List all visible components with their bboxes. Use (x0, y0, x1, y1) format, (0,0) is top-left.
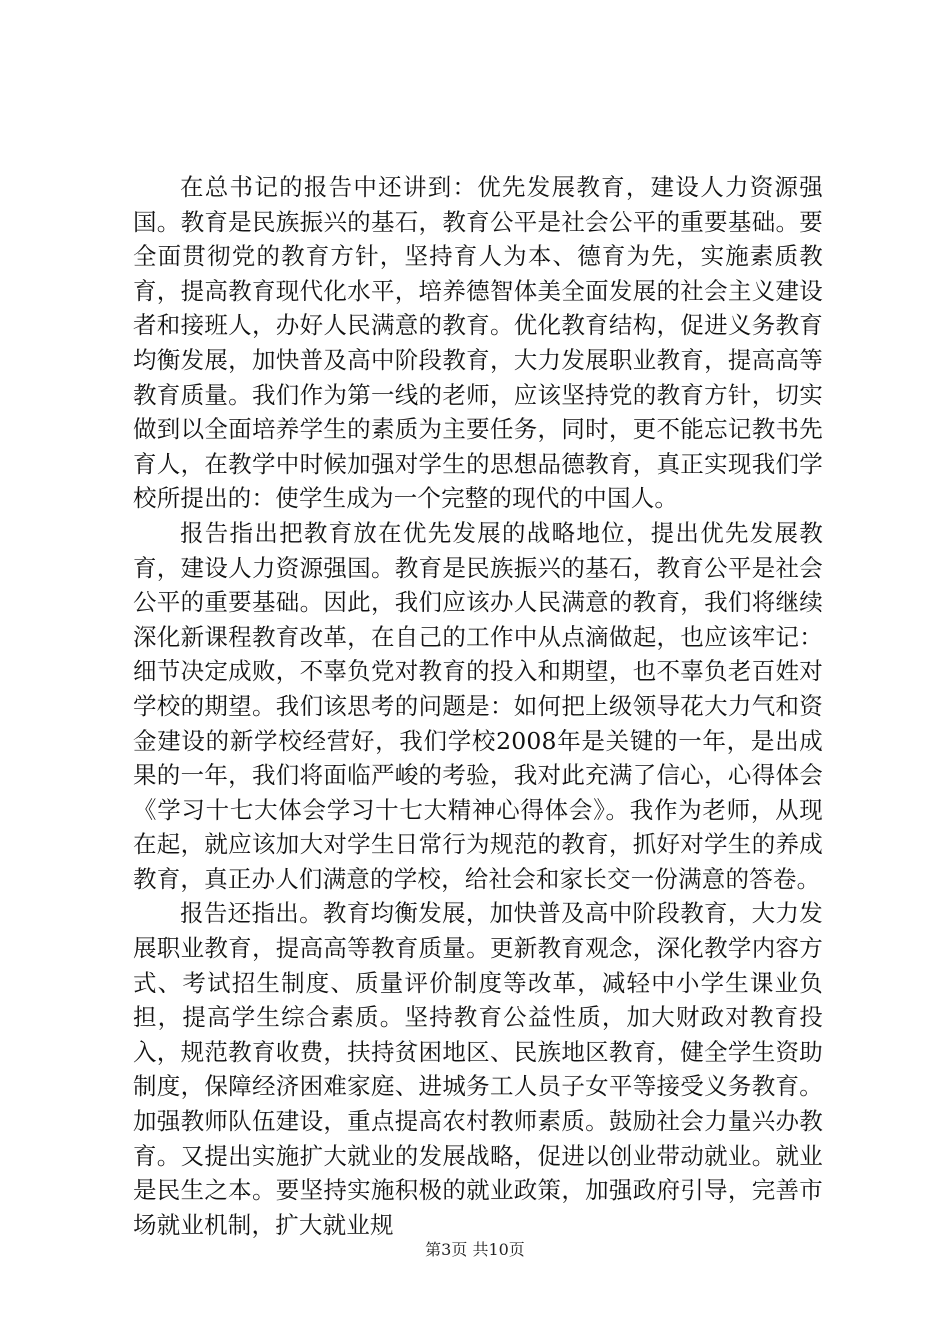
document-body (133, 170, 823, 1242)
paragraph-3: 报告还指出。教育均衡发展，加快普及高中阶段教育，大力发展职业教育，提高高等教育质量。更新教育观念，深化教学内容方式、考试招生制度、质量评价制度等改革，减轻中小学生课业负担，提高学生综合素质。坚持教育公益性质，加大财政对教育投入，规范教育收费，扶持贫困地区、民族地区教育，健全学生资助制度，保障经济困难家庭、进城务工人员子女平等接受义务教育。加强教师队伍建设，重点提高农村教师素质。鼓励社会力量兴办教育。又提出实施扩大就业的发展战略，促进以创业带动就业。就业是民生之本。要坚持实施积极的就业政策，加强政府引导，完善市场就业机制，扩大就业规 (133, 899, 823, 1239)
page-number-footer: 第3页 共10页 (425, 1240, 525, 1259)
paragraph-2: 报告指出把教育放在优先发展的战略地位，提出优先发展教育，建设人力资源强国。教育是民族振兴的基石，教育公平是社会公平的重要基础。因此，我们应该办人民满意的教育，我们将继续深化新课程教育改革，在自己的工作中从点滴做起，也应该牢记：细节决定成败，不辜负党对教育的投入和期望，也不辜负老百姓对学校的期望。我们该思考的问题是：如何把上级领导花大力气和资金建设的新学校经营好，我们学校2008年是关键的一年，是出成果的一年，我们将面临严峻的考验，我对此充满了信心，心得体会《学习十七大体会学习十七大精神心得体会》。我作为老师，从现在起，就应该加大对学生日常行为规范的教育，抓好对学生的养成教育，真正办人们满意的学校，给社会和家长交一份满意的答卷。 (133, 518, 823, 893)
paragraph-1: 在总书记的报告中还讲到：优先发展教育，建设人力资源强国。教育是民族振兴的基石，教育公平是社会公平的重要基础。要全面贯彻党的教育方针，坚持育人为本、德育为先，实施素质教育，提高教育现代化水平，培养德智体美全面发展的社会主义建设者和接班人，办好人民满意的教育。优化教育结构，促进义务教育均衡发展，加快普及高中阶段教育，大力发展职业教育，提高高等教育质量。我们作为第一线的老师，应该坚持党的教育方针，切实做到以全面培养学生的素质为主要任务，同时，更不能忘记教书先育人，在教学中时候加强对学生的思想品德教育，真正实现我们学校所提出的：使学生成为一个完整的现代的中国人。 (133, 173, 823, 513)
